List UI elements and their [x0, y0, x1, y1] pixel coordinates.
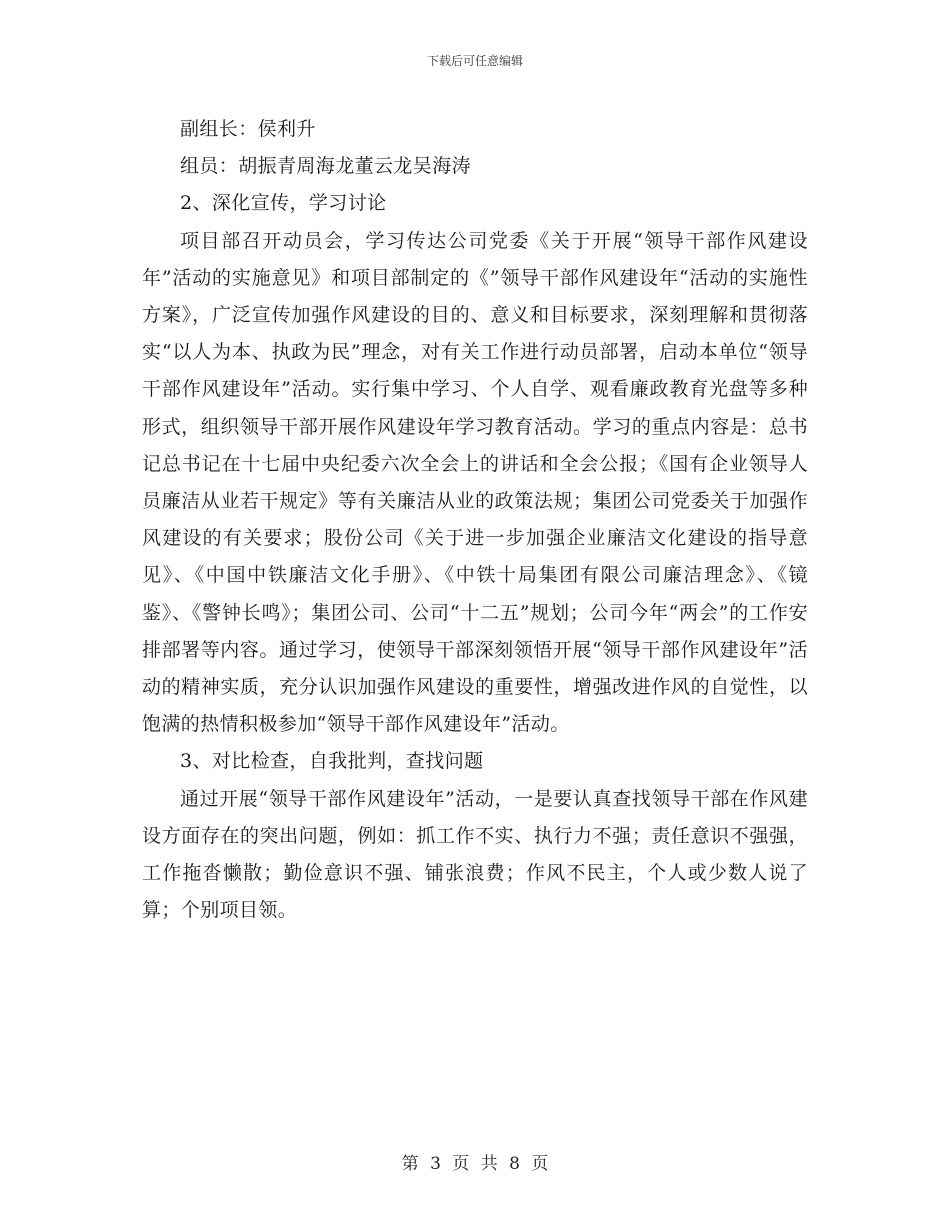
members-line: 组员：胡振青周海龙董云龙吴海涛: [180, 155, 472, 178]
page-number-footer: 第 3 页 共 8 页: [401, 1154, 549, 1174]
section-heading-3: 3、对比检查，自我批判，查找问题: [180, 750, 484, 773]
page-header: 下载后可任意编辑: [426, 54, 523, 68]
deputy-leader-line: 副组长：侯利升: [180, 118, 316, 140]
document-body: [142, 111, 808, 929]
section-heading-2: 2、深化宣传，学习讨论: [180, 192, 387, 215]
body-paragraph: 项目部召开动员会，学习传达公司党委《关于开展“领导干部作风建设年”活动的实施意见》和项目部制定的《”领导干部作风建设年“活动的实施性方案》，广泛宣传加强作风建设的目的、意义和目标要求，深刻理解和贯彻落实“以人为本、执政为民”理念，对有关工作进行动员部署，启动本单位“领导干部作风建设年”活动。实行集中学习、个人自学、观看廉政教育光盘等多种形式，组织领导干部开展作风建设年学习教育活动。学习的重点内容是：总书记总书记在十七届中央纪委六次全会上的讲话和全会公报；《国有企业领导人员廉洁从业若干规定》等有关廉洁从业的政策法规；集团公司党委关于加强作风建设的有关要求；股份公司《关于进一步加强企业廉洁文化建设的指导意见》、《中国中铁廉洁文化手册》、《中铁十局集团有限公司廉洁理念》、《镜鉴》、《警钟长鸣》；集团公司、公司“十二五”规划；公司今年“两会”的工作安排部署等内容。通过学习，使领导干部深刻领悟开展“领导干部作风建设年”活动的精神实质，充分认识加强作风建设的重要性，增强改进作风的自觉性，以饱满的热情积极参加“领导干部作风建设年”活动。: [142, 229, 808, 736]
body-paragraph: 通过开展“领导干部作风建设年”活动，一是要认真查找领导干部在作风建设方面存在的突出问题，例如：抓工作不实、执行力不强；责任意识不强强，工作拖沓懒散；勤俭意识不强、铺张浪费；作风不民主，个人或少数人说了算；个别项目领。: [142, 787, 808, 922]
